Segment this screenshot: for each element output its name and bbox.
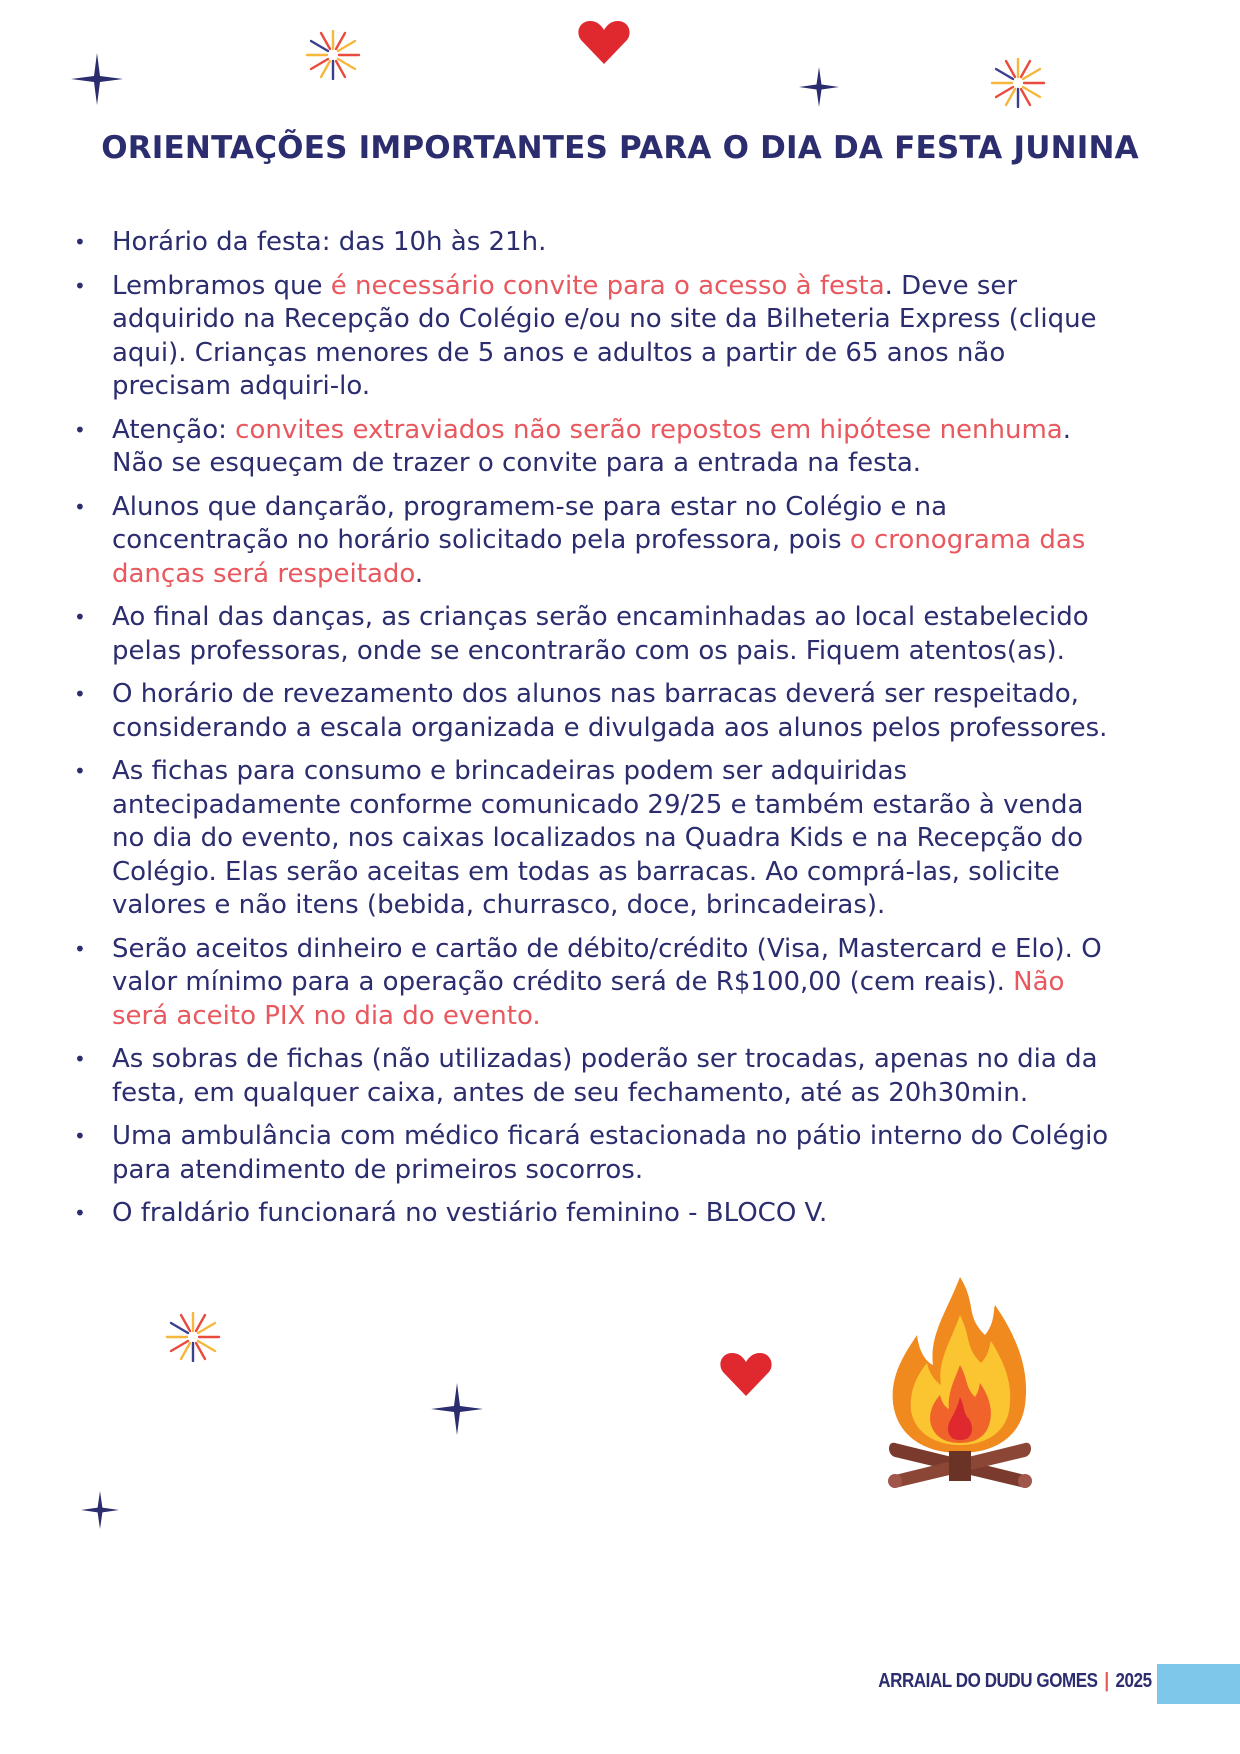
firework-icon [305, 30, 361, 80]
bullet-icon: • [74, 1201, 86, 1225]
list-item-text: As sobras de fichas (não utilizadas) poderão ser trocadas, apenas no dia da festa, em qualquer caixa, antes de seu fechamento, até as 20h30min. [112, 1044, 1098, 1108]
list-item [72, 226, 1117, 260]
list-item-text: Lembramos que [112, 270, 331, 301]
bullet-icon: • [74, 682, 86, 706]
bullet-icon: • [74, 273, 86, 298]
bullet-icon: • [74, 605, 86, 629]
list-item-text: Alunos que dançarão, programem-se para estar no Colégio e na concentração no horário solicitado pela professora, pois [112, 491, 948, 555]
list-item [72, 755, 1117, 923]
bullet-icon: • [74, 936, 86, 961]
page-title: ORIENTAÇÕES IMPORTANTES PARA O DIA DA FESTA JUNINA [101, 130, 1139, 166]
star-icon [798, 66, 840, 108]
footer-separator: | [1104, 1670, 1110, 1692]
bullet-icon: • [74, 230, 86, 254]
footer-year: 2025 [1115, 1670, 1152, 1692]
list-item [72, 270, 1117, 404]
firework-icon [165, 1312, 221, 1362]
bullet-icon: • [74, 1047, 86, 1071]
list-item [72, 601, 1117, 668]
bullet-icon: • [74, 417, 86, 442]
list-item-text: Horário da festa: das 10h às 21h. [112, 227, 547, 257]
footer-event: ARRAIAL DO DUDU GOMES [878, 1670, 1098, 1692]
highlight-text: é necessário convite para o acesso à festa [330, 270, 885, 301]
list-item-text: Ao final das danças, as crianças serão encaminhadas ao local estabelecido pelas professoras, onde se encontrarão com os pais. Fiquem atentos(as). [112, 602, 1089, 666]
page-tab [1157, 1664, 1240, 1704]
bullet-icon: • [74, 1124, 86, 1148]
list-item-text: Uma ambulância com médico ficará estacionada no pátio interno do Colégio para atendimento de primeiros socorros. [112, 1121, 1109, 1185]
heart-icon [720, 1352, 772, 1398]
star-icon [70, 52, 124, 106]
list-item [72, 414, 1117, 481]
list-item-text: . [414, 558, 424, 589]
star-icon [430, 1382, 484, 1436]
list-item-text: O fraldário funcionará no vestiário feminino - BLOCO V. [112, 1198, 828, 1228]
heart-icon [578, 20, 630, 66]
list-item-text: Serão aceitos dinheiro e cartão de débito/crédito (Visa, Mastercard e Elo). O valor mínimo para a operação crédito será de R$100,00 (cem reais). [112, 933, 1102, 997]
list-item-text: As fichas para consumo e brincadeiras podem ser adquiridas antecipadamente conforme comunicado 29/25 e também estarão à venda no dia do evento, nos caixas localizados na Quadra Kids e na Recepção do Colégio. Elas serão aceitas em todas as barracas. Ao comprá-las, solicite valores e não itens (bebida, churrasco, doce, brincadeiras). [112, 756, 1084, 920]
bullet-icon: • [74, 494, 86, 519]
bonfire-icon [885, 1275, 1035, 1490]
highlight-text: Não será aceito PIX no dia do evento. [112, 967, 1065, 1031]
list-item [72, 933, 1117, 1034]
list-item-text: . Deve ser adquirido na Recepção do Colégio e/ou no site da Bilheteria Express (clique aqui). Crianças menores de 5 anos e adultos a partir de 65 anos não precisam adquiri-lo. [112, 270, 1097, 401]
list-item [72, 678, 1117, 745]
list-item-text: . Não se esqueçam de trazer o convite para a entrada na festa. [112, 414, 1072, 478]
list-item-text: O horário de revezamento dos alunos nas barracas deverá ser respeitado, considerando a escala organizada e divulgada aos alunos pelos professores. [112, 679, 1108, 743]
list-item [72, 1120, 1117, 1187]
footer [879, 1670, 1152, 1693]
guidelines-list [72, 226, 1117, 1241]
star-icon [80, 1490, 120, 1530]
list-item-text: Atenção: [112, 414, 236, 445]
highlight-text: convites extraviados não serão repostos em hipótese nenhuma [235, 414, 1063, 445]
firework-icon [990, 58, 1046, 108]
bullet-icon: • [74, 759, 86, 783]
list-item [72, 1197, 1117, 1231]
list-item [72, 1043, 1117, 1110]
highlight-text: o cronograma das danças será respeitado [112, 525, 1086, 589]
list-item [72, 491, 1117, 592]
